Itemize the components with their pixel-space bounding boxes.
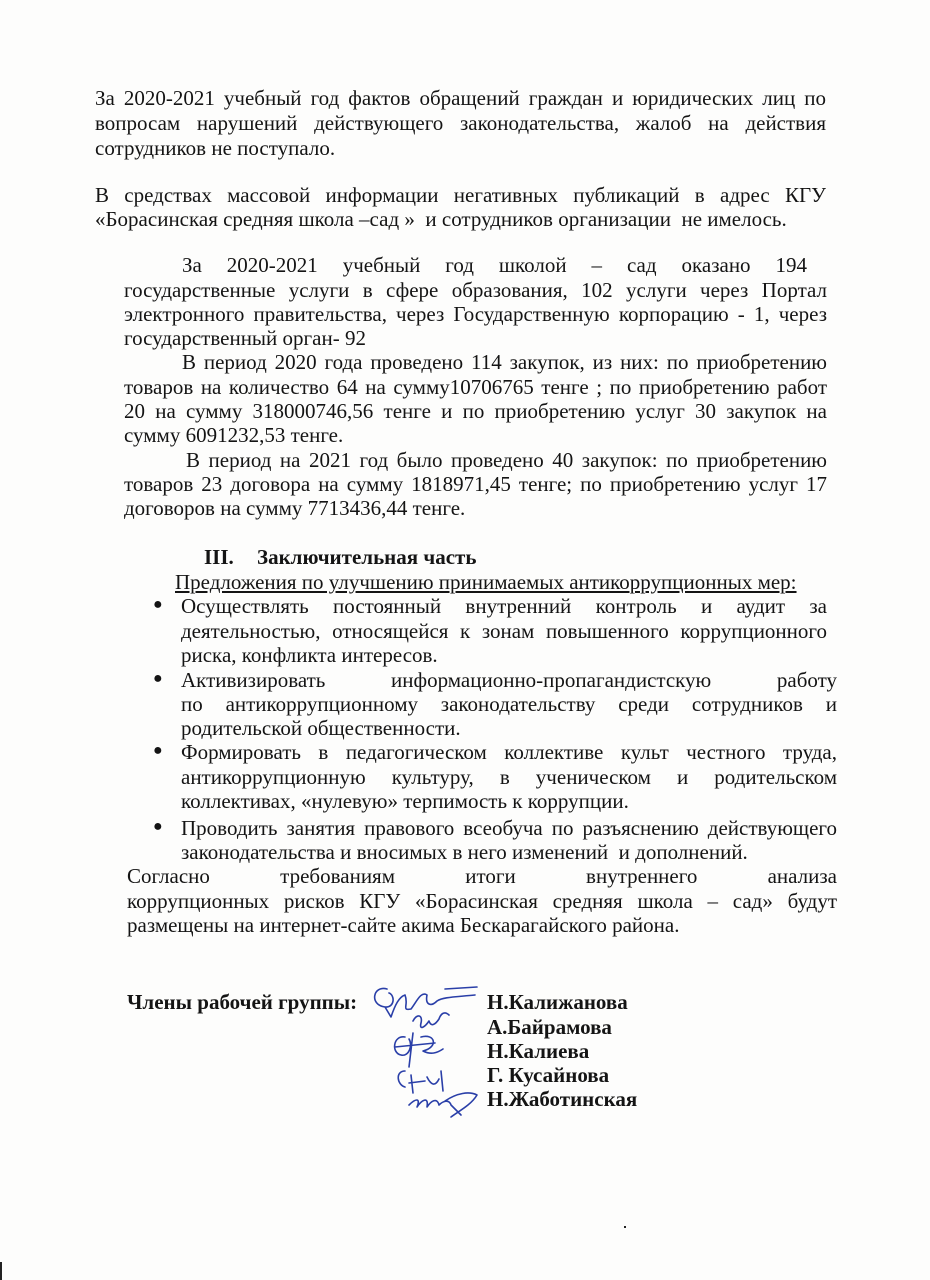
para1-line1: За 2020-2021 учебный год фактов обращений граждан и юридических лиц по: [95, 86, 826, 110]
section-title: Заключительная часть: [257, 545, 477, 569]
member-name: Н.Жаботинская: [487, 1087, 638, 1111]
para5-line3: договоров на сумму 7713436,44 тенге.: [124, 496, 466, 520]
para5-line1: В период на 2021 год было проведено 40 закупок: по приобретению: [186, 448, 827, 472]
para2-line2: «Борасинская средняя школа –сад » и сотрудников организации не имелось.: [95, 207, 787, 231]
para3-line2: государственные услуги в сфере образования, 102 услуги через Портал: [124, 278, 827, 302]
para3-line4: государственный орган- 92: [124, 326, 366, 350]
para1-line2: вопросам нарушений действующего законодательства, жалоб на действия: [95, 111, 826, 135]
bullet4-line1: Проводить занятия правового всеобуча по разъяснению действующего: [181, 816, 837, 840]
bullet-dot: ●: [153, 742, 163, 759]
bullet2-line3: родительской общественности.: [181, 716, 461, 740]
bullet-dot: ●: [153, 818, 163, 835]
para5-line2: товаров 23 договора на сумму 1818971,45 тенге; по приобретению услуг 17: [124, 472, 827, 496]
members-label: Члены рабочей группы:: [127, 990, 358, 1014]
signatures-image: [365, 975, 490, 1125]
scan-edge: [0, 1262, 2, 1280]
bullet-dot: ●: [153, 596, 163, 613]
para2-line1: В средствах массовой информации негативных публикаций в адрес КГУ: [95, 183, 826, 207]
bullet4-line2: законодательства и вносимых в него изменений и дополнений.: [181, 840, 748, 864]
para3-line1: За 2020-2021 учебный год школой – сад оказано 194: [182, 253, 807, 277]
para4-line4: сумму 6091232,53 тенге.: [124, 423, 344, 447]
section-subtitle: Предложения по улучшению принимаемых антикоррупционных мер:: [175, 570, 797, 594]
para4-line2: товаров на количество 64 на сумму10706765 тенге ; по приобретению работ: [124, 375, 827, 399]
member-name: Н.Калиева: [487, 1039, 590, 1063]
closing-line2: коррупционных рисков КГУ «Борасинская средняя школа – сад» будут: [127, 889, 837, 913]
para4-line1: В период 2020 года проведено 114 закупок, из них: по приобретению: [182, 350, 827, 374]
bullet1-line1: Осуществлять постоянный внутренний контроль и аудит за: [181, 594, 827, 618]
bullet1-line2: деятельностью, относящейся к зонам повышенного коррупционного: [181, 619, 827, 643]
para4-line3: 20 на сумму 318000746,56 тенге и по приобретению услуг 30 закупок на: [124, 399, 827, 423]
member-name: Н.Калижанова: [487, 990, 628, 1014]
bullet3-line1: Формировать в педагогическом коллективе культ честного труда,: [181, 740, 837, 764]
section-number: III.: [204, 545, 234, 569]
bullet1-line3: риска, конфликта интересов.: [181, 643, 438, 667]
bullet-dot: ●: [153, 670, 163, 687]
bullet2-line1: Активизировать информационно-пропагандистскую работу: [181, 668, 837, 692]
closing-line1: Согласно требованиям итоги внутреннего анализа: [127, 864, 837, 888]
member-name: А.Байрамова: [487, 1015, 612, 1039]
closing-line3: размещены на интернет-сайте акима Бескарагайского района.: [127, 913, 680, 937]
bullet2-line2: по антикоррупционному законодательству среди сотрудников и: [181, 692, 837, 716]
member-name: Г. Кусайнова: [487, 1063, 610, 1087]
para3-line3: электронного правительства, через Государственную корпорацию - 1, через: [124, 302, 827, 326]
bullet3-line3: коллективах, «нулевую» терпимость к коррупции.: [181, 789, 629, 813]
para1-line3: сотрудников не поступало.: [95, 136, 336, 160]
bullet3-line2: антикоррупционную культуру, в ученическом и родительском: [181, 765, 837, 789]
scan-dot: [624, 1226, 626, 1228]
